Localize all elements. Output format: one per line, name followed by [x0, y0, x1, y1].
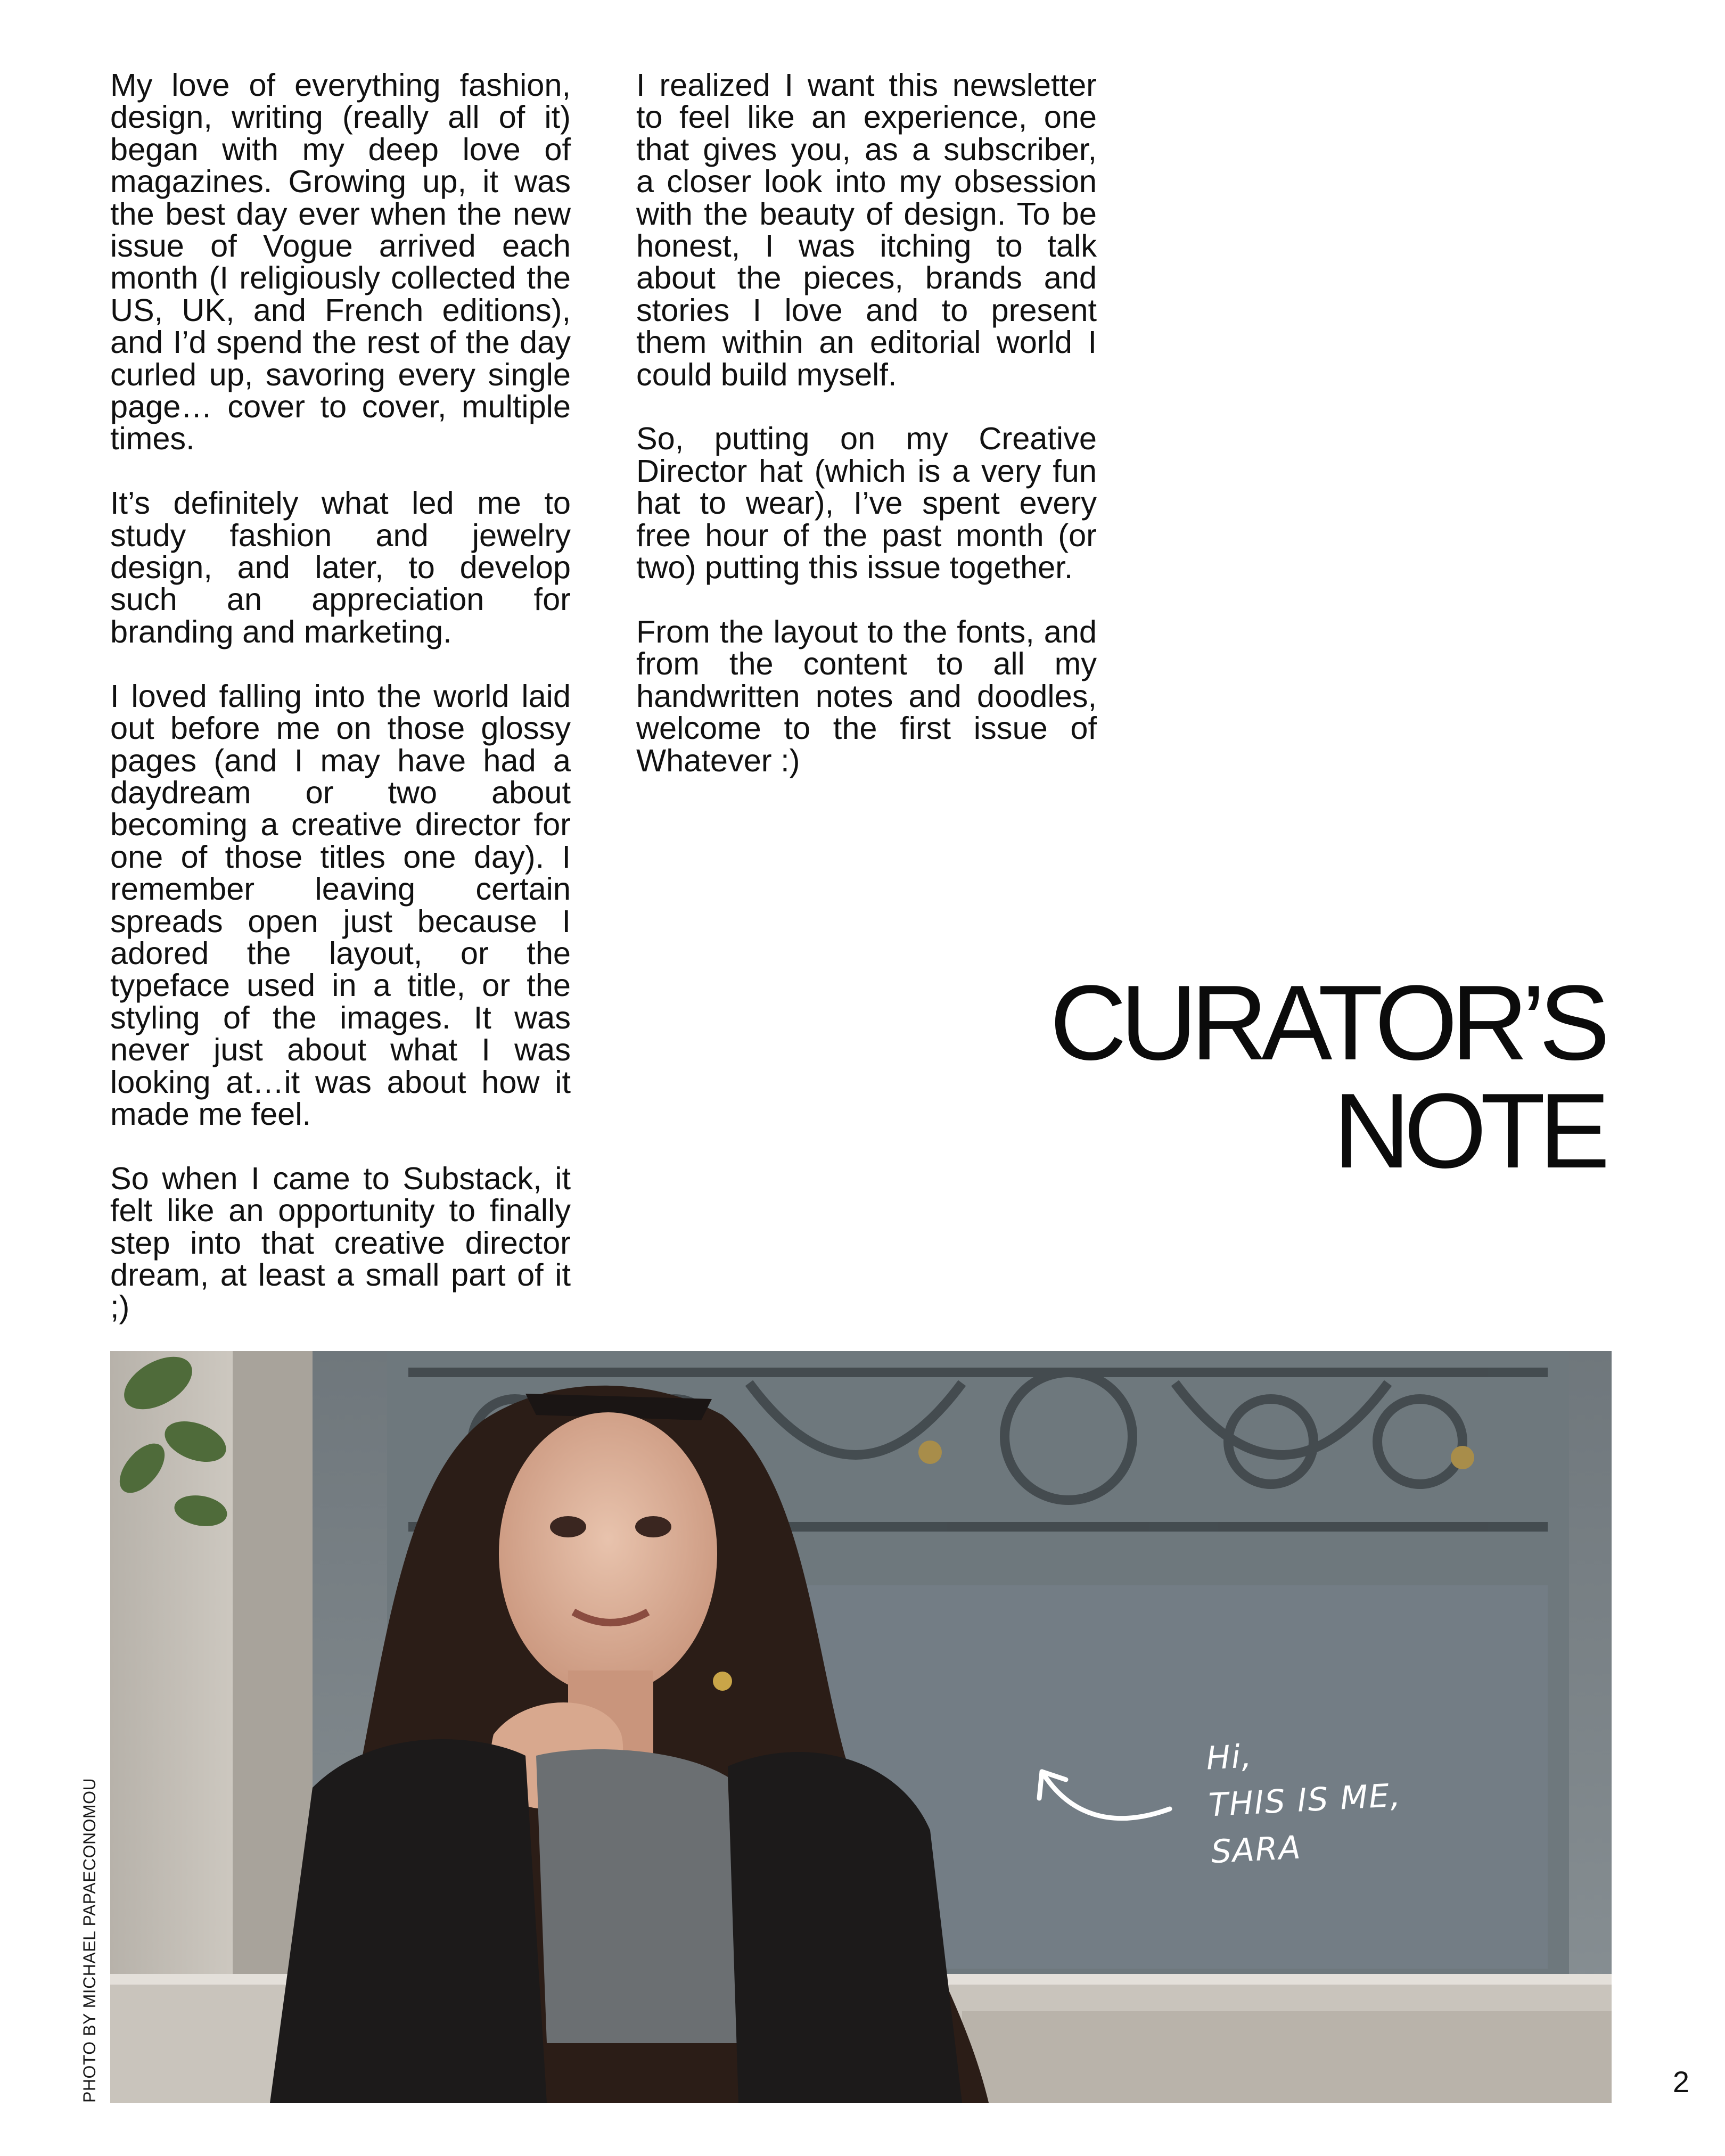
page-title-line: NOTE — [1333, 1072, 1604, 1190]
article-paragraph: I realized I want this newsletter to feel like an experience, one that gives you, as a subscriber, a closer look into my obsession with the beauty of design. To be honest, I was itching to talk about the pieces, brands and stories I love and to present them within an editorial world I could build myself. — [636, 67, 1097, 392]
handwritten-note-line: Hi, — [1205, 1738, 1254, 1778]
article-left-column — [110, 69, 571, 1355]
article-paragraph: So, putting on my Creative Director hat (which is a very fun hat to wear), I’ve spent every free hour of the past month (or two) putting this issue together. — [636, 421, 1097, 586]
article-paragraph: It’s definitely what led me to study fashion and jewelry design, and later, to develop such an appreciation for branding and marketing. — [110, 485, 571, 649]
handwritten-note — [1205, 1725, 1405, 1876]
photo-credit: PHOTO BY MICHAEL PAPAECONOMOU — [80, 1778, 99, 2103]
handwritten-note-line: THIS IS ME, — [1208, 1776, 1402, 1824]
article-right-column — [636, 69, 1097, 809]
article-paragraph: My love of everything fashion, design, writing (really all of it) began with my deep love of magazines. Growing up, it was the best day ever when the new issue of Vogue arrived each month (I religiously collected the US, UK, and French editions), and I’d spend the rest of the day curled up, savoring every single page… cover to cover, multiple times. — [110, 67, 571, 457]
handwritten-note-line: SARA — [1210, 1829, 1303, 1871]
page-title — [1049, 964, 1604, 1190]
page-number: 2 — [1672, 2065, 1689, 2099]
article-paragraph: So when I came to Substack, it felt like an opportunity to finally step into that creative director dream, at least a small part of it ;) — [110, 1160, 571, 1325]
article-paragraph: From the layout to the fonts, and from the content to all my handwritten notes and doodles, welcome to the first issue of Whatever :) — [636, 613, 1097, 778]
page-title-line: CURATOR’S — [1049, 964, 1604, 1082]
article-paragraph: I loved falling into the world laid out before me on those glossy pages (and I may have had a daydream or two about becoming a creative director for one of those titles one day). I remember leaving certain spreads open just because I adored the layout, or the typeface used in a title, or the styling of the images. It was never just about what I was looking at…it was about how it made me feel. — [110, 678, 571, 1132]
